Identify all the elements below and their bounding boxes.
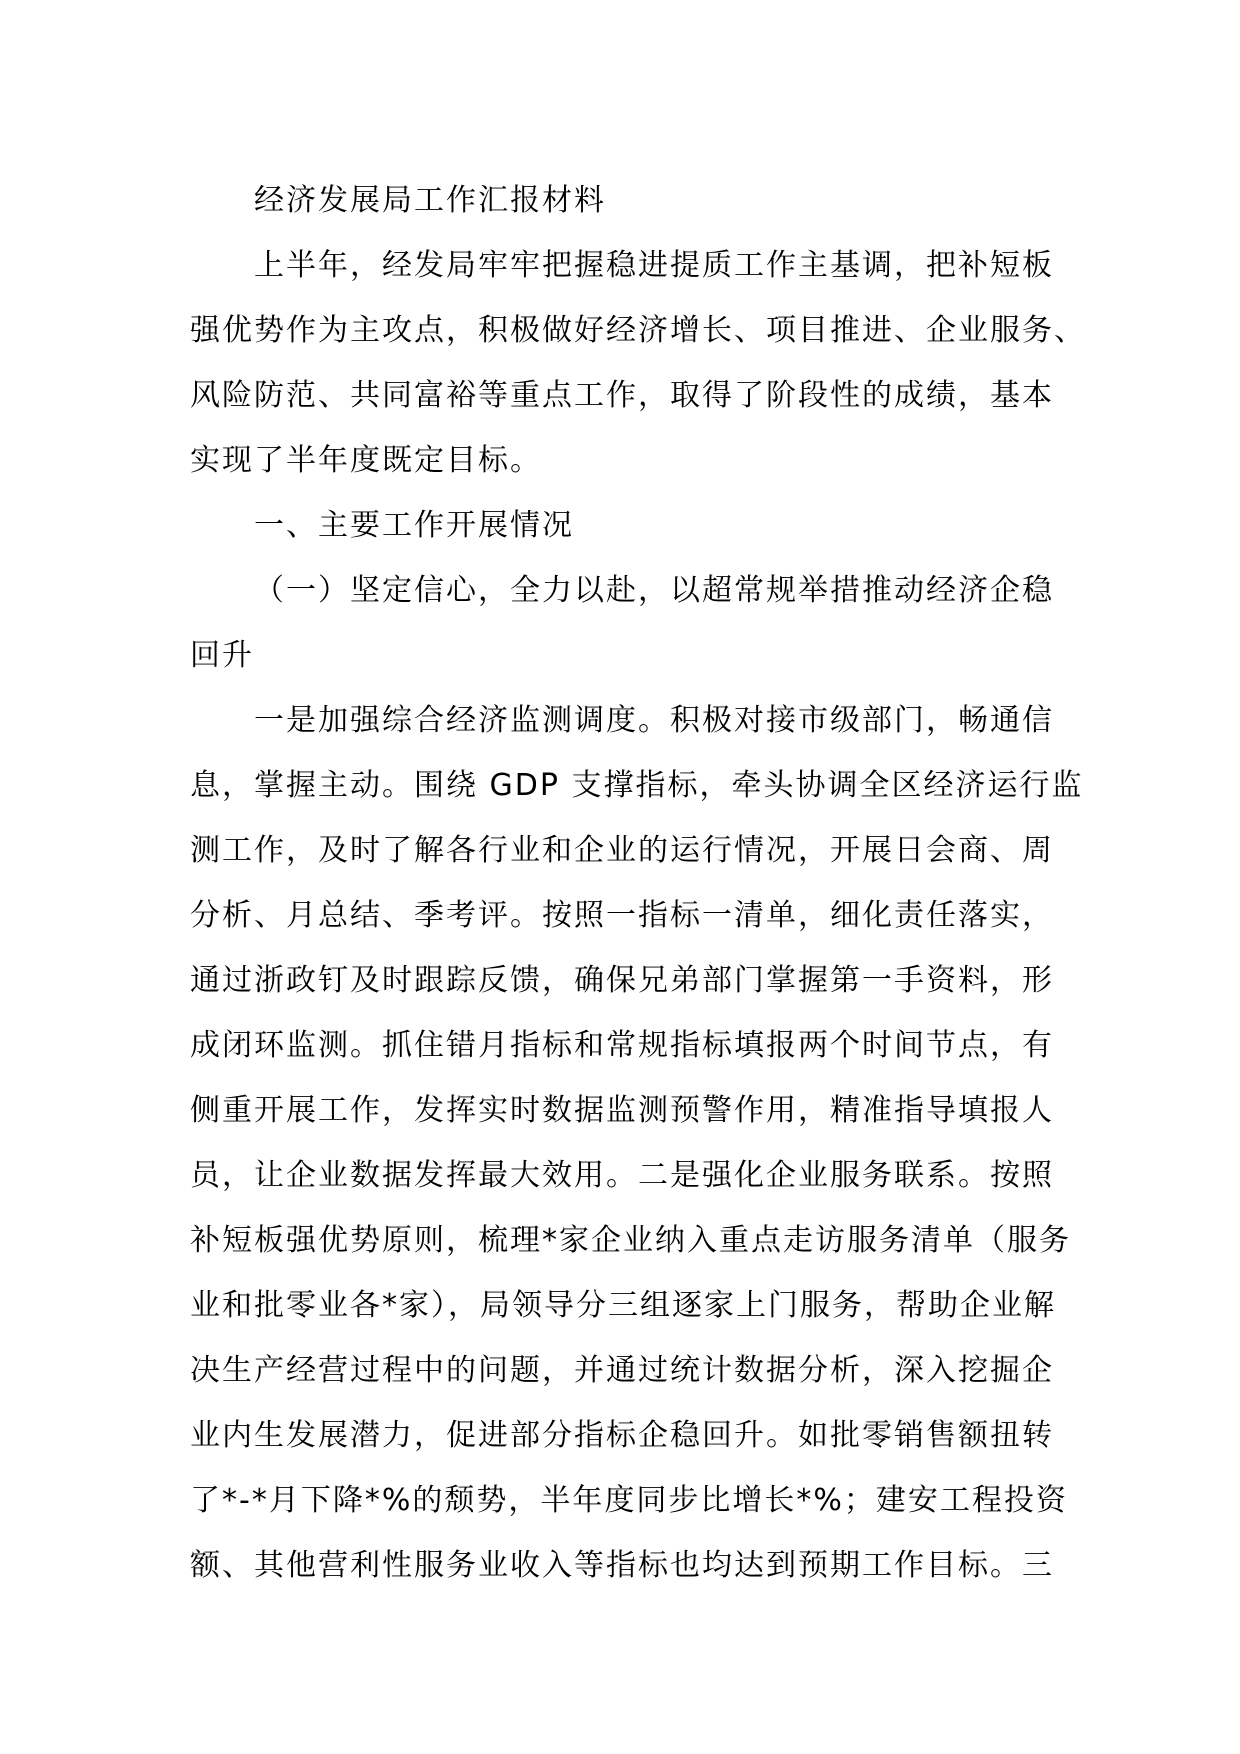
paragraph-line: 通过浙政钉及时跟踪反馈，确保兄弟部门掌握第一手资料，形 (190, 963, 1054, 998)
paragraph-line: 决生产经营过程中的问题，并通过统计数据分析，深入挖掘企 (190, 1353, 1054, 1388)
paragraph-line: 风险防范、共同富裕等重点工作，取得了阶段性的成绩，基本 (190, 378, 1054, 413)
paragraph-line: 分析、月总结、季考评。按照一指标一清单，细化责任落实， (190, 898, 1054, 933)
document-title: 经济发展局工作汇报材料 (254, 183, 606, 218)
subsection-heading: （一）坚定信心，全力以赴，以超常规举措推动经济企稳 (254, 573, 1054, 608)
paragraph-line: 业和批零业各*家），局领导分三组逐家上门服务，帮助企业解 (190, 1288, 1056, 1323)
subsection-heading-continued: 回升 (190, 638, 254, 673)
paragraph-line: 补短板强优势原则，梳理*家企业纳入重点走访服务清单（服务 (190, 1223, 1071, 1258)
paragraph-line: 员，让企业数据发挥最大效用。二是强化企业服务联系。按照 (190, 1158, 1054, 1193)
paragraph-line: 额、其他营利性服务业收入等指标也均达到预期工作目标。三 (190, 1548, 1054, 1583)
paragraph-line: 了*-*月下降*%的颓势，半年度同步比增长*%；建安工程投资 (190, 1483, 1068, 1518)
document-body (190, 168, 1086, 1598)
paragraph-line: 测工作，及时了解各行业和企业的运行情况，开展日会商、周 (190, 833, 1054, 868)
paragraph-line: 业内生发展潜力，促进部分指标企稳回升。如批零销售额扭转 (190, 1418, 1054, 1453)
paragraph-line: 上半年，经发局牢牢把握稳进提质工作主基调，把补短板 (254, 248, 1054, 283)
paragraph-line: 强优势作为主攻点，积极做好经济增长、项目推进、企业服务、 (190, 313, 1086, 348)
section-heading: 一、主要工作开展情况 (254, 508, 574, 543)
paragraph-line: 成闭环监测。抓住错月指标和常规指标填报两个时间节点，有 (190, 1028, 1054, 1063)
paragraph-line: 实现了半年度既定目标。 (190, 443, 542, 478)
paragraph-line: 一是加强综合经济监测调度。积极对接市级部门，畅通信 (254, 703, 1054, 738)
paragraph-line: 侧重开展工作，发挥实时数据监测预警作用，精准指导填报人 (190, 1093, 1054, 1128)
paragraph-line: 息，掌握主动。围绕 GDP 支撑指标，牵头协调全区经济运行监 (190, 768, 1084, 803)
